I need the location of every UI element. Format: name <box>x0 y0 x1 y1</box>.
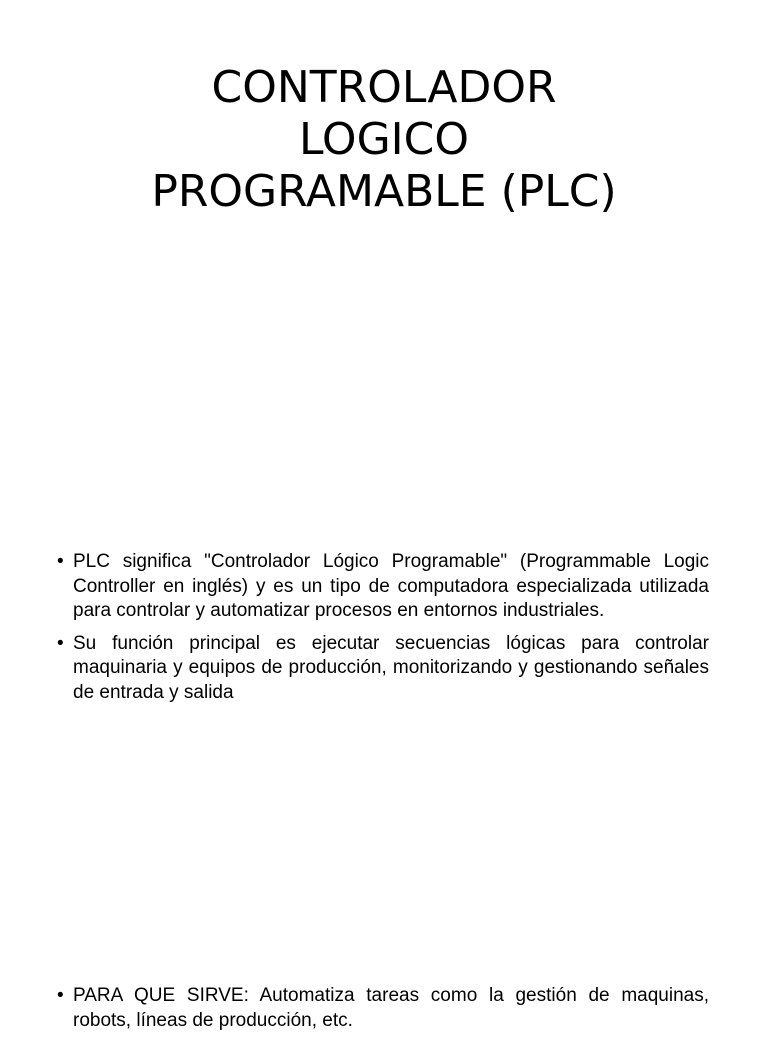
bullet-icon: • <box>57 985 64 1006</box>
title-line-1: CONTROLADOR <box>211 62 557 113</box>
list-item <box>56 550 709 624</box>
slide-title <box>100 62 668 218</box>
bullet-text-plc-function: Su función principal es ejecutar secuencias lógicas para controlar maquinaria y equipos de producción, monitorizando y gestionando señales de entrada y salida <box>73 632 709 703</box>
bullet-icon: • <box>57 632 64 654</box>
bullet-text-plc-definition: PLC significa "Controlador Lógico Programable" (Programmable Logic Controller en inglés) y es un tipo de computadora especializada utilizada para controlar y automatizar procesos en entornos industriales. <box>73 551 709 621</box>
definition-bullet-list <box>56 550 709 713</box>
usage-bullet-list <box>56 984 709 1041</box>
title-line-3: PROGRAMABLE (PLC) <box>151 166 617 217</box>
bullet-text-plc-usage: PARA QUE SIRVE: Automatiza tareas como la gestión de maquinas, robots, líneas de producción, etc. <box>73 985 709 1031</box>
title-line-2: LOGICO <box>298 114 469 165</box>
list-item <box>56 632 709 706</box>
bullet-icon: • <box>57 551 64 572</box>
list-item <box>56 984 709 1033</box>
